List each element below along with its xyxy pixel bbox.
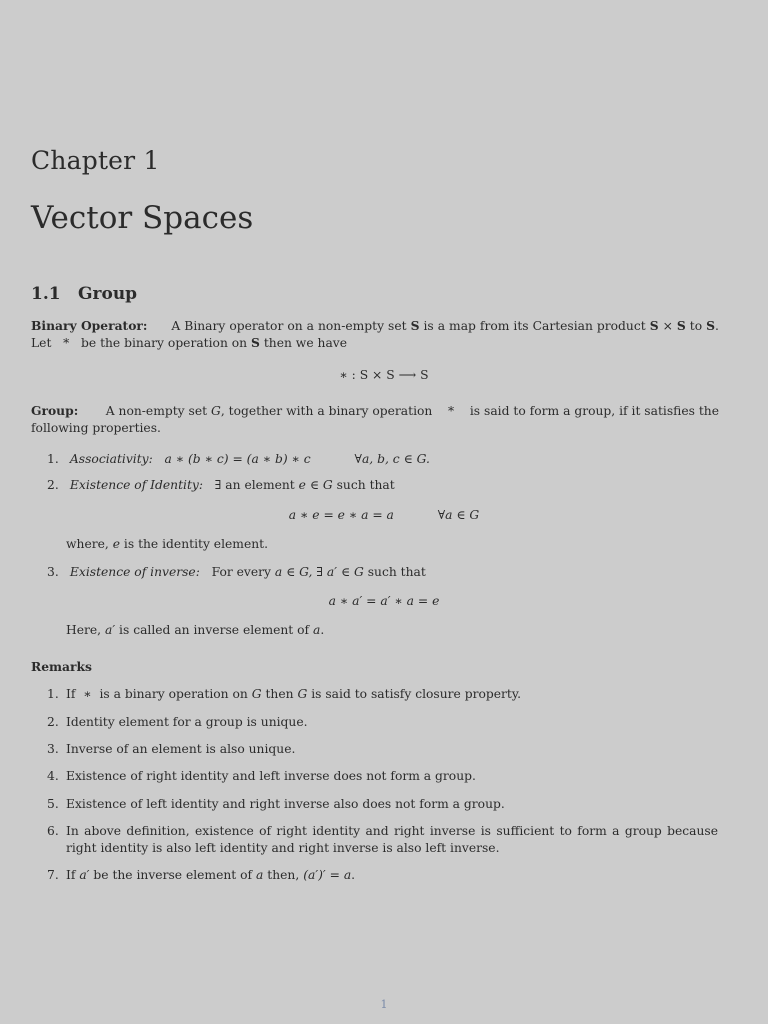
times-symbol: ×: [662, 319, 673, 333]
math-a-prime: a′: [105, 623, 116, 637]
equation: (a′)′ = a: [303, 868, 352, 882]
set-S: S: [649, 318, 659, 333]
text: is a map from its Cartesian product: [423, 319, 646, 333]
text: . Let: [31, 319, 719, 350]
binary-operator-term: Binary Operator:: [31, 318, 148, 333]
text: be the binary operation on: [81, 335, 248, 350]
identity-note: [66, 537, 268, 551]
text: .: [320, 623, 325, 637]
text: If: [66, 868, 76, 882]
list-number: 5.: [47, 797, 59, 811]
text: then we have: [263, 335, 347, 350]
list-number: 2.: [47, 715, 59, 729]
star-symbol: *: [448, 404, 455, 418]
page-number: 1: [380, 998, 388, 1011]
text: .: [351, 868, 356, 882]
set-S: S: [251, 334, 260, 350]
inverse-note: [66, 623, 324, 637]
property-inverse: [47, 564, 719, 581]
set-S: S: [676, 318, 686, 333]
chapter-label: Chapter 1: [31, 146, 160, 175]
text: is a binary operation on: [99, 687, 248, 701]
remark-text: Existence of right identity and left inverse does not form a group.: [66, 769, 476, 783]
property-identity: [47, 477, 719, 494]
identity-equation: [0, 508, 768, 522]
math-exists: , ∃ a′ ∈ G: [308, 565, 364, 579]
equation: a ∗ e = e ∗ a = a: [288, 508, 394, 522]
text: is called an inverse element of: [119, 623, 310, 637]
text: , together with a binary operation: [220, 404, 433, 418]
equation: a ∗ a′ = a′ ∗ a = e: [328, 594, 440, 608]
remark-text: Inverse of an element is also unique.: [66, 742, 296, 756]
math-G: G: [297, 687, 308, 701]
remark-text: Existence of left identity and right inverse also does not form a group.: [66, 797, 505, 811]
list-number: 3.: [47, 742, 59, 756]
text: is said to satisfy closure property.: [311, 687, 522, 701]
math-G: G: [211, 404, 221, 418]
math-e: e: [112, 537, 120, 551]
section-number: 1.1: [31, 284, 61, 304]
list-number: 2.: [47, 478, 59, 492]
list-number: 7.: [47, 868, 59, 882]
text: Here,: [66, 623, 102, 637]
list-number: 3.: [47, 565, 59, 579]
math-e: e ∈ G: [298, 478, 333, 492]
remarks-heading: Remarks: [31, 659, 92, 674]
set-S: S: [706, 318, 716, 333]
star-symbol: *: [63, 335, 70, 350]
binary-operator-equation: ∗ : S × S ⟶ S: [339, 368, 429, 382]
text: to: [689, 319, 703, 333]
binary-operator-paragraph: [31, 318, 719, 351]
text: be the inverse element of: [93, 868, 253, 882]
text: is the identity element.: [123, 537, 268, 551]
remark-text: In above definition, existence of right identity and right inverse is sufficient to form a group because right identity is also left identity and right inverse is also left inverse.: [66, 824, 718, 855]
text: such that: [336, 478, 395, 492]
list-number: 1.: [47, 687, 59, 701]
property-name: Existence of inverse:: [69, 565, 200, 579]
math-a-prime: a′: [79, 868, 90, 882]
list-number: 6.: [47, 824, 59, 838]
math-G: G: [251, 687, 262, 701]
remark-text: Identity element for a group is unique.: [66, 715, 308, 729]
text: where,: [66, 537, 109, 551]
math-a-in-G: a ∈ G: [274, 565, 309, 579]
section-heading: [31, 284, 137, 304]
set-S: S: [410, 318, 420, 333]
math-a: a: [313, 623, 321, 637]
list-number: 4.: [47, 769, 59, 783]
equation: a ∗ (b ∗ c) = (a ∗ b) ∗ c: [164, 452, 311, 466]
section-title: Group: [78, 284, 138, 304]
property-name: Associativity:: [69, 452, 153, 466]
text: then,: [267, 868, 300, 882]
property-name: Existence of Identity:: [69, 478, 203, 492]
text: ∃ an element: [214, 478, 295, 492]
text: then: [265, 687, 294, 701]
text: A non-empty set: [105, 404, 208, 418]
text: is said to form a group, if it satisfies the following properties.: [31, 404, 719, 435]
condition: ∀a, b, c ∈ G.: [354, 452, 430, 466]
chapter-title: Vector Spaces: [31, 200, 254, 236]
inverse-equation: [0, 594, 768, 608]
text: If: [66, 687, 76, 701]
text: For every: [211, 565, 271, 579]
list-number: 1.: [47, 452, 59, 466]
star-symbol: ∗: [83, 687, 92, 701]
property-associativity: [47, 451, 719, 468]
text: A Binary operator on a non-empty set: [171, 319, 407, 333]
condition: ∀a ∈ G: [437, 508, 480, 522]
math-a: a: [256, 868, 264, 882]
group-term: Group:: [31, 403, 79, 418]
group-definition-paragraph: [31, 403, 719, 436]
text: such that: [367, 565, 426, 579]
